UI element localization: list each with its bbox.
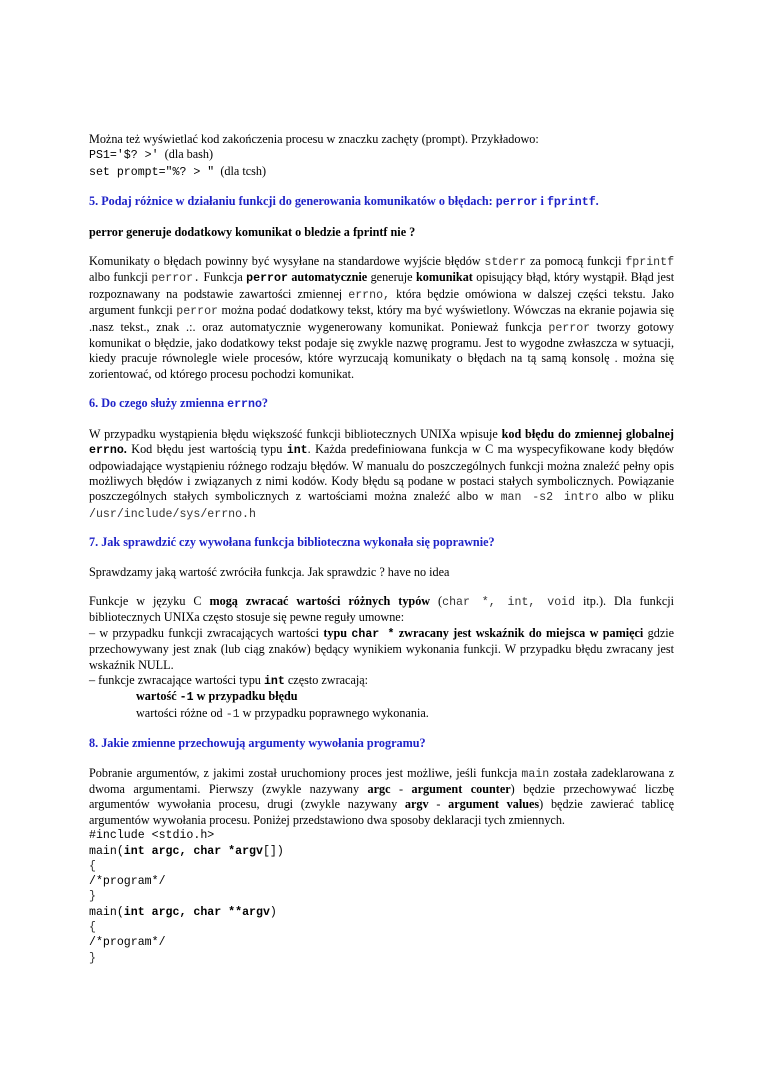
s5-p2: za pomocą funkcji — [529, 254, 622, 269]
code-main2-c: ) — [269, 905, 277, 919]
s5-perror2: perror — [176, 305, 218, 319]
s5-bold-perror: perror — [246, 272, 288, 286]
s7-r2b: -1 — [225, 707, 240, 721]
s6-bold1: kod błędu do zmiennej globalnej — [501, 426, 674, 441]
s8-p3: ) będzie przechowywać liczbę argumentów wywołania procesu, drugi (zwykle nazywany — [89, 782, 674, 812]
code-body2: /*program*/ — [89, 936, 166, 950]
s6-bold-dot: . — [123, 442, 127, 457]
section-8-heading: 8. Jakie zmienne przechowują argumenty wywołania programu? — [89, 736, 426, 751]
s7-l1c: char * — [351, 627, 395, 641]
s5-heading-perror: perror — [495, 196, 538, 210]
s8-argc: argc — [367, 782, 391, 796]
s8-dash2: - — [436, 797, 441, 812]
prompt-tcsh-line — [89, 164, 674, 180]
s7-r2a: wartości różne od — [136, 705, 223, 720]
s8-argv: argv — [404, 797, 429, 812]
code-body1: /*program*/ — [89, 875, 166, 889]
code-main2 — [89, 905, 674, 920]
bash-note: (dla bash) — [164, 147, 214, 162]
s7-p1: Funkcje w języku C — [89, 593, 202, 608]
s6-p3: . Każda predefiniowana funkcja w C ma wyspecyfikowane kody błędów odpowiadające wystąpieniu różnego rodzaju błędów. W manualu do poszczególnych funkcji można znaleźć pełny opis możliwych błędów i związanych z nimi kodów. Kody błędu są podane w postaci stałych symbolicznych. Powiązanie poszczególnych stałych symbolicznych z wartościami można znaleźć albo w — [89, 442, 675, 504]
code-main1 — [89, 844, 674, 859]
section-7-heading: 7. Jak sprawdzić czy wywołana funkcja biblioteczna wykonała się poprawnie? — [89, 535, 495, 550]
s5-p3: albo funkcji — [89, 270, 148, 285]
code-main1-a: main( — [89, 844, 124, 858]
s8-argc-desc: argument counter — [411, 782, 511, 796]
s7-l1a: – w przypadku funkcji zwracających wartości — [89, 625, 320, 640]
s7-r2c: w przypadku poprawnego wykonania. — [242, 705, 429, 720]
document-page — [89, 132, 674, 966]
s6-man: man -s2 intro — [500, 491, 599, 505]
s8-p1: Pobranie argumentów, z jakimi został uruchomiony proces jest możliwe, jeśli funkcja — [89, 765, 518, 780]
code-include: #include <stdio.h> — [89, 829, 215, 843]
s7-r1b: -1 — [179, 691, 194, 705]
s5-perror: perror. — [151, 272, 201, 286]
tcsh-code: set prompt="%? > " — [89, 165, 215, 179]
code-main1-b: int argc, char *argv — [123, 844, 263, 858]
prompt-intro: Można też wyświetlać kod zakończenia procesu w znaczku zachęty (prompt). Przykładowo: — [89, 132, 539, 146]
s7-question: Sprawdzamy jaką wartość zwróciła funkcja. Jak sprawdzic ? have no idea — [89, 564, 450, 579]
s5-bold-auto: automatycznie — [291, 270, 368, 285]
section-5-heading — [89, 194, 674, 210]
s6-int: int — [286, 444, 308, 458]
s5-fprintf: fprintf — [625, 256, 675, 270]
section-6-heading — [89, 396, 674, 412]
code-main2-a: main( — [89, 905, 124, 919]
s7-paragraph — [89, 594, 674, 626]
s5-heading-i: i — [540, 194, 544, 209]
s5-p8: można podać dodatkowy tekst, który ma być wyświetlony. Wówczas na ekranie pojawia się .nasz tekst., znak .:. oraz automatycznie wygenerowany komunikat. Ponieważ funkcja — [89, 303, 675, 334]
s7-r1a: wartość — [136, 689, 177, 704]
s7-p2: ( — [438, 593, 443, 608]
s7-l1d: zwracany jest wskaźnik do miejsca w pamięci — [398, 625, 644, 640]
s8-dash1: - — [398, 782, 404, 796]
s8-main: main — [521, 767, 550, 781]
s5-p5: generuje — [370, 270, 413, 285]
code-open1: { — [89, 859, 96, 873]
s6-heading-text: 6. Do czego służy zmienna — [89, 396, 225, 411]
s5-p1: Komunikaty o błędach powinny być wysyłane na standardowe wyjście błędów — [89, 254, 481, 269]
s6-p1: W przypadku wystąpienia błędu większość funkcji bibliotecznych UNIXa wpisuje — [89, 426, 498, 441]
s6-bold-errno: errno — [89, 444, 124, 458]
s8-p4: ) będzie zawierać tablicę argumentów wywołania procesu. Poniżej przedstawiono dwa sposoby deklaracji tych zmiennych. — [89, 797, 674, 827]
s7-types: char *, int, void — [442, 595, 576, 609]
s5-heading-fprintf: fprintf — [546, 196, 596, 210]
s5-stderr: stderr — [484, 256, 527, 270]
code-main2-b: int argc, char **argv — [123, 905, 270, 919]
s5-errno: errno, — [348, 288, 391, 302]
s7-l2a: – funkcje zwracające wartości typu — [89, 672, 261, 687]
s7-r1c: w przypadku błędu — [196, 689, 298, 704]
code-block — [89, 828, 674, 966]
s5-p4: Funkcja — [203, 270, 243, 285]
s6-p2: Kod błędu jest wartością typu — [131, 442, 283, 457]
s7-l2b: int — [263, 674, 285, 688]
code-main1-c: []) — [262, 844, 284, 858]
s6-heading-errno: errno — [227, 398, 262, 412]
s5-perror3: perror — [548, 321, 591, 335]
s7-list-item-1 — [89, 626, 674, 673]
s5-p7: która będzie omówiona w dalszej części tekstu. Jako argument funkcji — [89, 286, 675, 318]
s5-p9: tworzy gotowy komunikat o błędzie, jako dodatkowy tekst podaje się zwykle nazwę programu. Jest to wygodne zwłaszcza w sytuacji, kiedy pracuje równolegle wiele procesów, które wyrzucają komunikaty o błędach na tą samą konsolę . można się zorientować, od którego procesu pochodzi komunikat. — [89, 319, 675, 381]
s7-rule-1 — [89, 689, 674, 705]
s5-p6: opisujący błąd, który wystąpił. Błąd jest rozpoznawany na podstawie zawartości zmiennej — [89, 270, 675, 301]
s7-list-item-2 — [89, 673, 674, 689]
s7-l2c: często zwracają: — [287, 672, 369, 687]
bash-code: PS1='$? >' — [89, 149, 159, 163]
s6-heading-q: ? — [261, 396, 268, 411]
s6-paragraph — [89, 427, 674, 522]
s7-bold1: mogą zwracać wartości różnych typów — [209, 593, 431, 608]
s5-heading-text: 5. Podaj różnice w działaniu funkcji do generowania komunikatów o błędach: — [89, 194, 493, 209]
code-close1: } — [89, 890, 96, 904]
code-close2: } — [89, 951, 96, 965]
tcsh-note: (dla tcsh) — [220, 163, 267, 178]
s5-bold-kom: komunikat — [415, 270, 473, 285]
s7-rule-2 — [89, 706, 674, 722]
code-open2: { — [89, 921, 96, 934]
s5-paragraph — [89, 254, 674, 382]
s6-path: /usr/include/sys/errno.h — [89, 507, 256, 521]
prompt-bash-line — [89, 147, 674, 163]
s5-question: perror generuje dodatkowy komunikat o bledzie a fprintf nie ? — [89, 224, 416, 239]
s7-p3: itp.). Dla funkcji bibliotecznych UNIXa często stosuje się pewne reguły umowne: — [89, 593, 675, 625]
s8-p2: została zadeklarowana z dwoma argumentami. Pierwszy (zwykle nazywany — [89, 765, 674, 796]
s8-paragraph — [89, 766, 674, 829]
s7-l1e: gdzie przechowywany jest znak (lub ciąg znaków) będący wynikiem wykonania funkcji. W przypadku błędu zwracany jest wskaźnik NULL. — [89, 625, 675, 672]
s8-argv-desc: argument values — [448, 797, 540, 812]
s5-heading-dot: . — [595, 194, 599, 209]
s6-p4: albo w pliku — [605, 489, 675, 504]
s7-l1b: typu — [323, 625, 348, 640]
